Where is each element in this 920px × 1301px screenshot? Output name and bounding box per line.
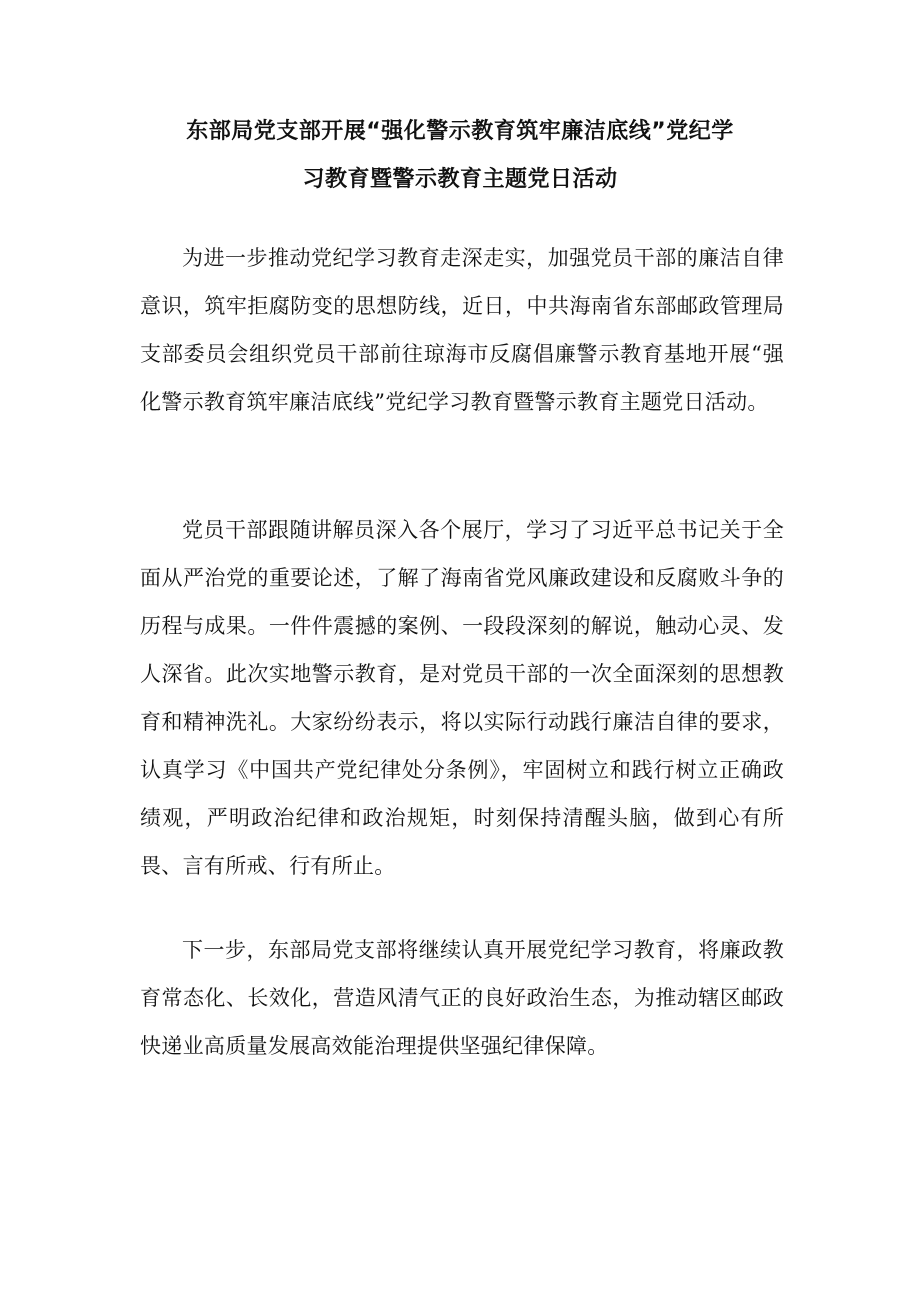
document-title-line-2: 习教育暨警示教育主题党日活动 [302, 167, 618, 192]
paragraph-2: 党员干部跟随讲解员深入各个展厅，学习了习近平总书记关于全面从严治党的重要论述，了解了海南省党风廉政建设和反腐败斗争的历程与成果。一件件震撼的案例、一段段深刻的解说，触动心灵、发人深省。此次实地警示教育，是对党员干部的一次全面深刻的思想教育和精神洗礼。大家纷纷表示，将以实际行动践行廉洁自律的要求，认真学习《中国共产党纪律处分条例》，牢固树立和践行树立正确政绩观，严明政治纪律和政治规矩，时刻保持清醒头脑，做到心有所畏、言有所戒、行有所止。 [140, 518, 784, 878]
paragraph-3: 下一步，东部局党支部将继续认真开展党纪学习教育，将廉政教育常态化、长效化，营造风清气正的良好政治生态，为推动辖区邮政快递业高质量发展高效能治理提供坚强纪律保障。 [140, 938, 784, 1058]
paragraph-1: 为进一步推动党纪学习教育走深走实，加强党员干部的廉洁自律意识，筑牢拒腐防变的思想防线，近日，中共海南省东部邮政管理局支部委员会组织党员干部前往琼海市反腐倡廉警示教育基地开展“强化警示教育筑牢廉洁底线”党纪学习教育暨警示教育主题党日活动。 [140, 246, 784, 414]
document-title-line-1: 东部局党支部开展“强化警示教育筑牢廉洁底线”党纪学 [186, 119, 734, 144]
